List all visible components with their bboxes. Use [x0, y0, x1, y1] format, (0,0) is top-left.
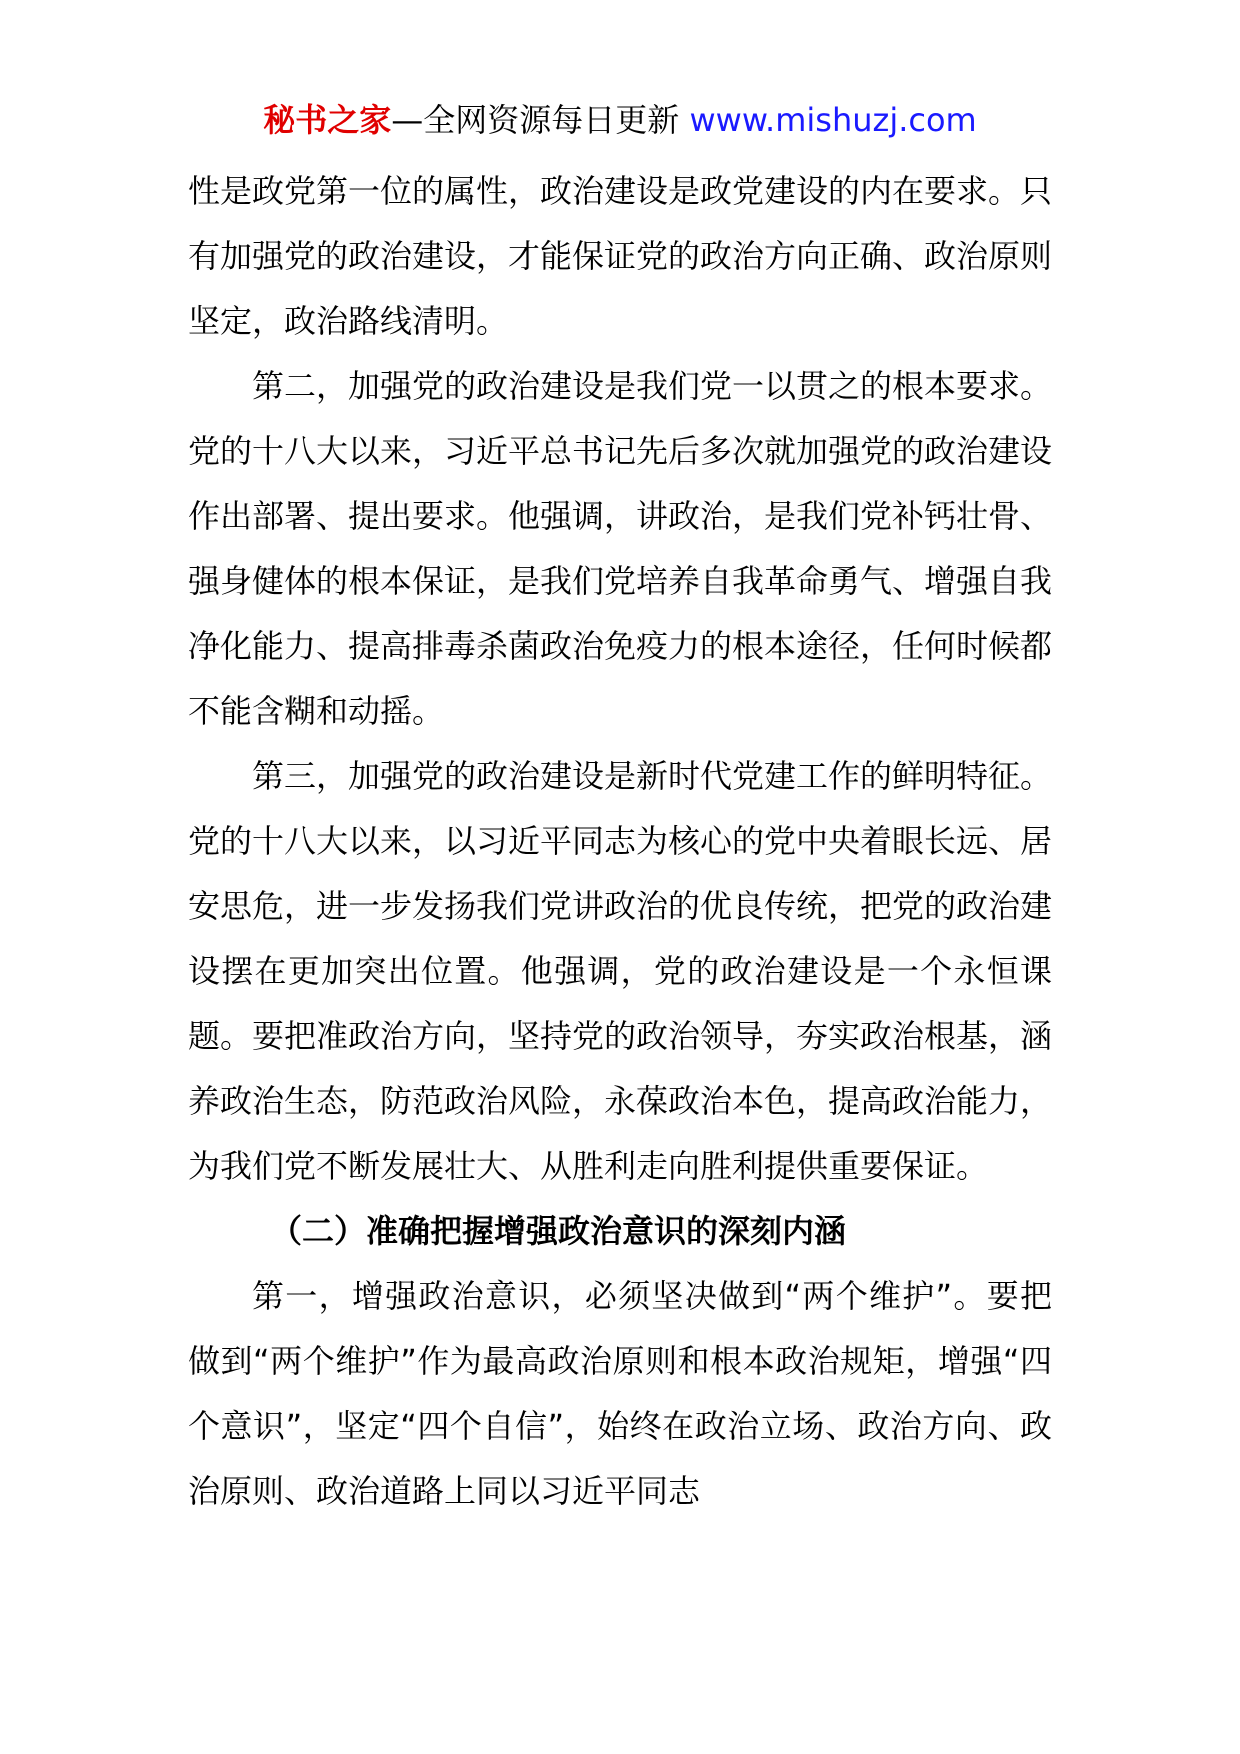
header-brand: 秘书之家: [263, 101, 392, 139]
paragraph-second: 第二，加强党的政治建设是我们党一以贯之的根本要求。党的十八大以来，习近平总书记先后多次就加强党的政治建设作出部署、提出要求。他强调，讲政治，是我们党补钙壮骨、强身健体的根本保证，是我们党培养自我革命勇气、增强自我净化能力、提高排毒杀菌政治免疫力的根本途径，任何时候都不能含糊和动摇。: [188, 367, 1053, 730]
paragraph-continued: 性是政党第一位的属性，政治建设是政党建设的内在要求。只有加强党的政治建设，才能保证党的政治方向正确、政治原则坚定，政治路线清明。: [188, 172, 1053, 340]
header-site-link[interactable]: www.mishuzj.com: [689, 101, 977, 139]
paragraph-third: 第三，加强党的政治建设是新时代党建工作的鲜明特征。党的十八大以来，以习近平同志为核心的党中央着眼长远、居安思危，进一步发扬我们党讲政治的优良传统，把党的政治建设摆在更加突出位置。他强调，党的政治建设是一个永恒课题。要把准政治方向，坚持党的政治领导，夯实政治根基，涵养政治生态，防范政治风险，永葆政治本色，提高政治能力，为我们党不断发展壮大、从胜利走向胜利提供重要保证。: [188, 757, 1053, 1185]
page-header: [0, 98, 1240, 142]
header-tagline: —全网资源每日更新: [391, 101, 680, 139]
section-heading: （二）准确把握增强政治意识的深刻内涵: [270, 1212, 847, 1250]
document-body: [188, 159, 1052, 1524]
paragraph-first-of-section: 第一，增强政治意识，必须坚决做到“两个维护”。要把做到“两个维护”作为最高政治原则和根本政治规矩，增强“四个意识”，坚定“四个自信”，始终在政治立场、政治方向、政治原则、政治道路上同以习近平同志: [188, 1277, 1052, 1510]
